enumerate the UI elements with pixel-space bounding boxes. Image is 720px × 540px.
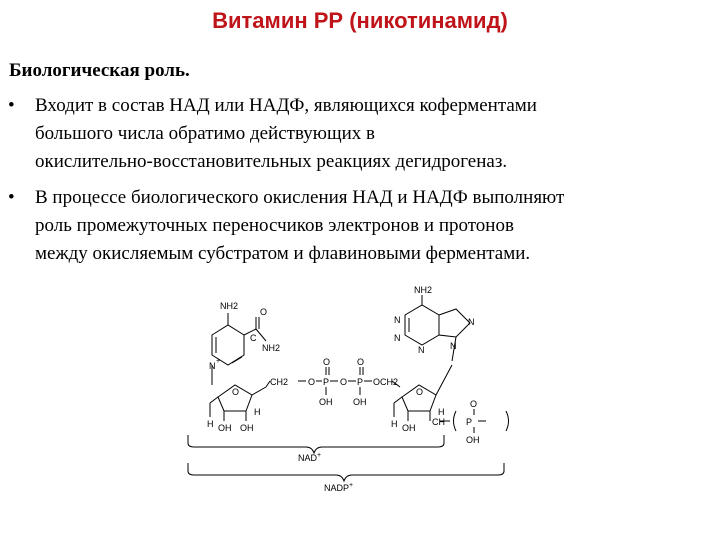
hydrogen-label: H — [438, 407, 445, 417]
bullet-list — [0, 92, 715, 276]
carbonyl-oxygen-label: O — [260, 307, 268, 317]
hydroxyl-label: OH — [240, 423, 254, 433]
adenine-n-label: N — [468, 317, 475, 327]
ch2-right-label: CH2 — [380, 377, 399, 387]
bridge-oxygen-label: O — [308, 377, 316, 387]
bullet-line: роль промежуточных переносчиков электронов и протонов — [35, 215, 514, 236]
section-subtitle: Биологическая роль. — [9, 60, 190, 81]
phosphorus-label: P — [466, 417, 473, 427]
phosphorus-label: P — [357, 377, 364, 387]
bullet-line: окислительно-восстановительных реакциях дегидрогеназ. — [35, 151, 508, 172]
phosphate-oxygen-label: O — [357, 357, 365, 367]
hydrogen-label: H — [391, 419, 398, 429]
bridge-oxygen-label: O — [340, 377, 348, 387]
hydroxyl-label: OH — [402, 423, 416, 433]
pyridinium-n-label: N — [209, 361, 216, 371]
nad-structure-diagram — [180, 285, 520, 500]
nh2-label: NH2 — [220, 301, 239, 311]
hydrogen-label: H — [254, 407, 261, 417]
slide-title: Витамин РР (никотинамид) — [212, 8, 508, 33]
charge-label: + — [216, 358, 221, 365]
bullet-line: Входит в состав НАД или НАДФ, являющихся коферментами — [35, 95, 537, 116]
adenine-n-label: N — [418, 345, 425, 355]
nad-label: NAD+ — [298, 452, 322, 463]
hydrogen-label: H — [207, 419, 214, 429]
bullet-item — [0, 92, 715, 176]
adenine-nh2-label: NH2 — [414, 285, 433, 295]
nadp-label: NADP+ — [324, 482, 354, 493]
carbonyl-carbon-label: C — [250, 333, 257, 343]
amide-nh2-label: NH2 — [262, 343, 281, 353]
phosphate-oxygen-label: O — [323, 357, 331, 367]
adenine-n-label: N — [450, 341, 457, 351]
phosphate-oh-label: OH — [319, 397, 333, 407]
phosphate-oh-label: OH — [353, 397, 367, 407]
adenine-n-label: N — [394, 333, 401, 343]
bullet-marker: • — [8, 95, 15, 116]
bridge-oxygen-label: O — [373, 377, 381, 387]
bullet-line: В процессе биологического окисления НАД и НАДФ выполняют — [35, 187, 565, 208]
phosphorus-label: P — [323, 377, 330, 387]
ribose-oxygen-label: O — [232, 387, 240, 397]
bullet-marker: • — [8, 187, 15, 208]
hydroxyl-label: OH — [218, 423, 232, 433]
bullet-line: между окисляемым субстратом и флавиновыми ферментами. — [35, 243, 531, 264]
ch-label: CH — [432, 417, 445, 427]
adenine-n-label: N — [394, 315, 401, 325]
phosphate-oh-label: OH — [466, 435, 480, 445]
ch2-left-label: CH2 — [270, 377, 289, 387]
ribose-oxygen-label: O — [416, 387, 424, 397]
bullet-line: большого числа обратимо действующих в — [35, 123, 375, 144]
bullet-item — [0, 184, 715, 268]
phosphate-oxygen-label: O — [470, 399, 478, 409]
